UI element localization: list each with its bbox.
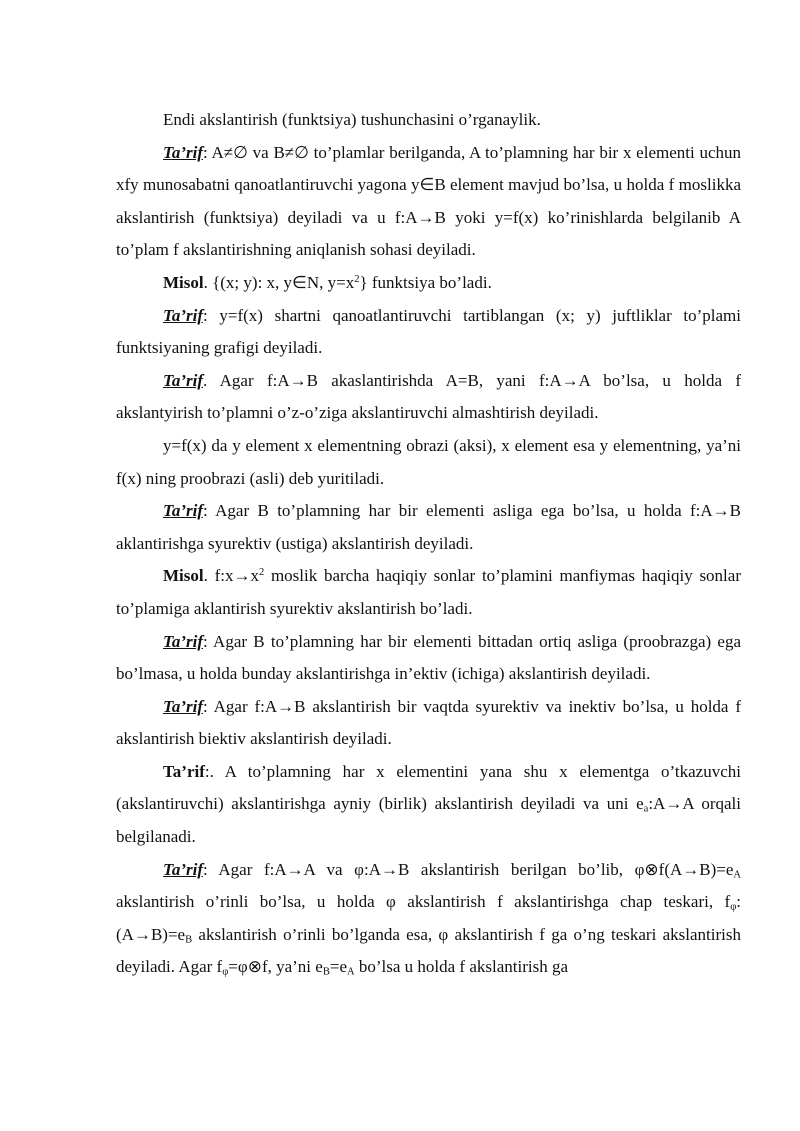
subscript: A: [733, 869, 741, 881]
paragraph-image-preimage: [116, 430, 741, 495]
definition-label: Ta’rif: [163, 305, 203, 325]
definition-injective: [116, 626, 741, 691]
subscript: a: [643, 804, 649, 816]
paragraph-text: moslik barcha haqiqiy sonlar to’plamini manfiymas haqiqiy sonlar to’plamiga aklantirish syurektiv akslantirish bo’ladi.: [116, 566, 741, 618]
paragraph-text: . f:x→x: [203, 566, 259, 586]
paragraph-text: . {(x; y): x, y∈N, y=x: [203, 272, 355, 292]
paragraph-text: bo’lsa u holda f akslantirish ga: [354, 957, 569, 977]
paragraph-text: : Agar f:A→B akslantirish bir vaqtda syurektiv va inektiv bo’lsa, u holda f akslantirish biektiv akslantirish deyiladi.: [116, 696, 741, 749]
document-page: [116, 104, 741, 984]
superscript: 2: [258, 567, 265, 579]
definition-graph: [116, 300, 741, 365]
definition-function: [116, 137, 741, 267]
paragraph-text: : y=f(x) shartni qanoatlantiruvchi tartiblangan (x; y) juftliklar to’plami funktsiyaning grafigi deyiladi.: [116, 305, 741, 358]
definition-transformation: [116, 365, 741, 430]
subscript: B: [322, 967, 330, 979]
subscript: φ: [730, 901, 737, 913]
definition-label: Ta’rif: [163, 370, 203, 390]
paragraph-text: y=f(x) da y element x elementning obrazi (aksi), x element esa y elementning, ya’ni f(x) ning proobrazi (asli) deb yuritiladi.: [116, 435, 741, 488]
definition-label: Ta’rif: [163, 142, 203, 162]
paragraph-text: :A→A orqali belgilanadi.: [116, 794, 742, 847]
paragraph-intro: [116, 104, 741, 137]
definition-label: Ta’rif: [163, 631, 203, 651]
paragraph-text: akslantirish o’rinli bo’lsa, u holda φ akslantirish f akslantirishga chap teskari, f: [116, 892, 731, 912]
definition-label: Ta’rif: [163, 501, 203, 521]
definition-label: Ta’rif: [163, 859, 203, 879]
paragraph-text: : Agar B to’plamning har bir elementi asliga ega bo’lsa, u holda f:A→B aklantirishga syurektiv (ustiga) akslantirish deyiladi.: [116, 501, 741, 553]
paragraph-text: akslantirish o’rinli bo’lganda esa, φ akslantirish f ga o’ng teskari akslantirish deyiladi. Agar f: [116, 924, 741, 977]
example-function: [116, 267, 741, 300]
subscript: B: [185, 934, 193, 946]
paragraph-text: =φ⊗f, ya’ni e: [228, 957, 323, 977]
example-label: Misol: [163, 566, 204, 586]
definition-inverse: [116, 854, 741, 984]
paragraph-text: :. A to’plamning har x elementini yana shu x elementga o’tkazuvchi (akslantiruvchi) akslantirishga ayniy (birlik) akslantirish deyiladi va uni e: [116, 761, 741, 814]
superscript: 2: [354, 274, 360, 286]
definition-label: Ta’rif: [163, 761, 205, 781]
paragraph-text: : Agar f:A→A va φ:A→B akslantirish berilgan bo’lib, φ⊗f(A→B)=e: [203, 859, 734, 879]
definition-label: Ta’rif: [163, 696, 203, 716]
example-surjective: [116, 560, 741, 625]
paragraph-text: } funktsiya bo’ladi.: [359, 272, 492, 292]
definition-surjective: [116, 495, 741, 560]
paragraph-text: : Agar B to’plamning har bir elementi bittadan ortiq asliga (proobrazga) ega bo’lmasa, u holda bunday akslantirishga in’ektiv (ichiga) akslantirish deyiladi.: [116, 631, 741, 684]
paragraph-text: . Agar f:A→B akaslantirishda A=B, yani f:A→A bo’lsa, u holda f akslantyirish to’plamni o’z-o’ziga akslantiruvchi almashtirish deyiladi.: [116, 370, 741, 423]
subscript: A: [347, 967, 355, 979]
paragraph-text: =e: [329, 957, 347, 977]
definition-identity: [116, 756, 741, 854]
paragraph-text: : (A→B)=e: [116, 892, 741, 944]
definition-bijective: [116, 691, 741, 756]
paragraph-text: : A≠∅ va B≠∅ to’plamlar berilganda, A to’plamning har bir x elementi uchun xfy munosabatni qanoatlantiruvchi yagona y∈B element mavjud bo’lsa, u holda f moslikka akslantirish (funktsiya) deyiladi va u f:A→B yoki y=f(x) ko’rinishlarda belgilanib A to’plam f akslantirishning aniqlanish sohasi deyiladi.: [116, 142, 741, 260]
example-label: Misol: [163, 272, 204, 292]
paragraph-text: Endi akslantirish (funktsiya) tushunchasini o’rganaylik.: [163, 110, 541, 129]
subscript: φ: [222, 967, 229, 979]
